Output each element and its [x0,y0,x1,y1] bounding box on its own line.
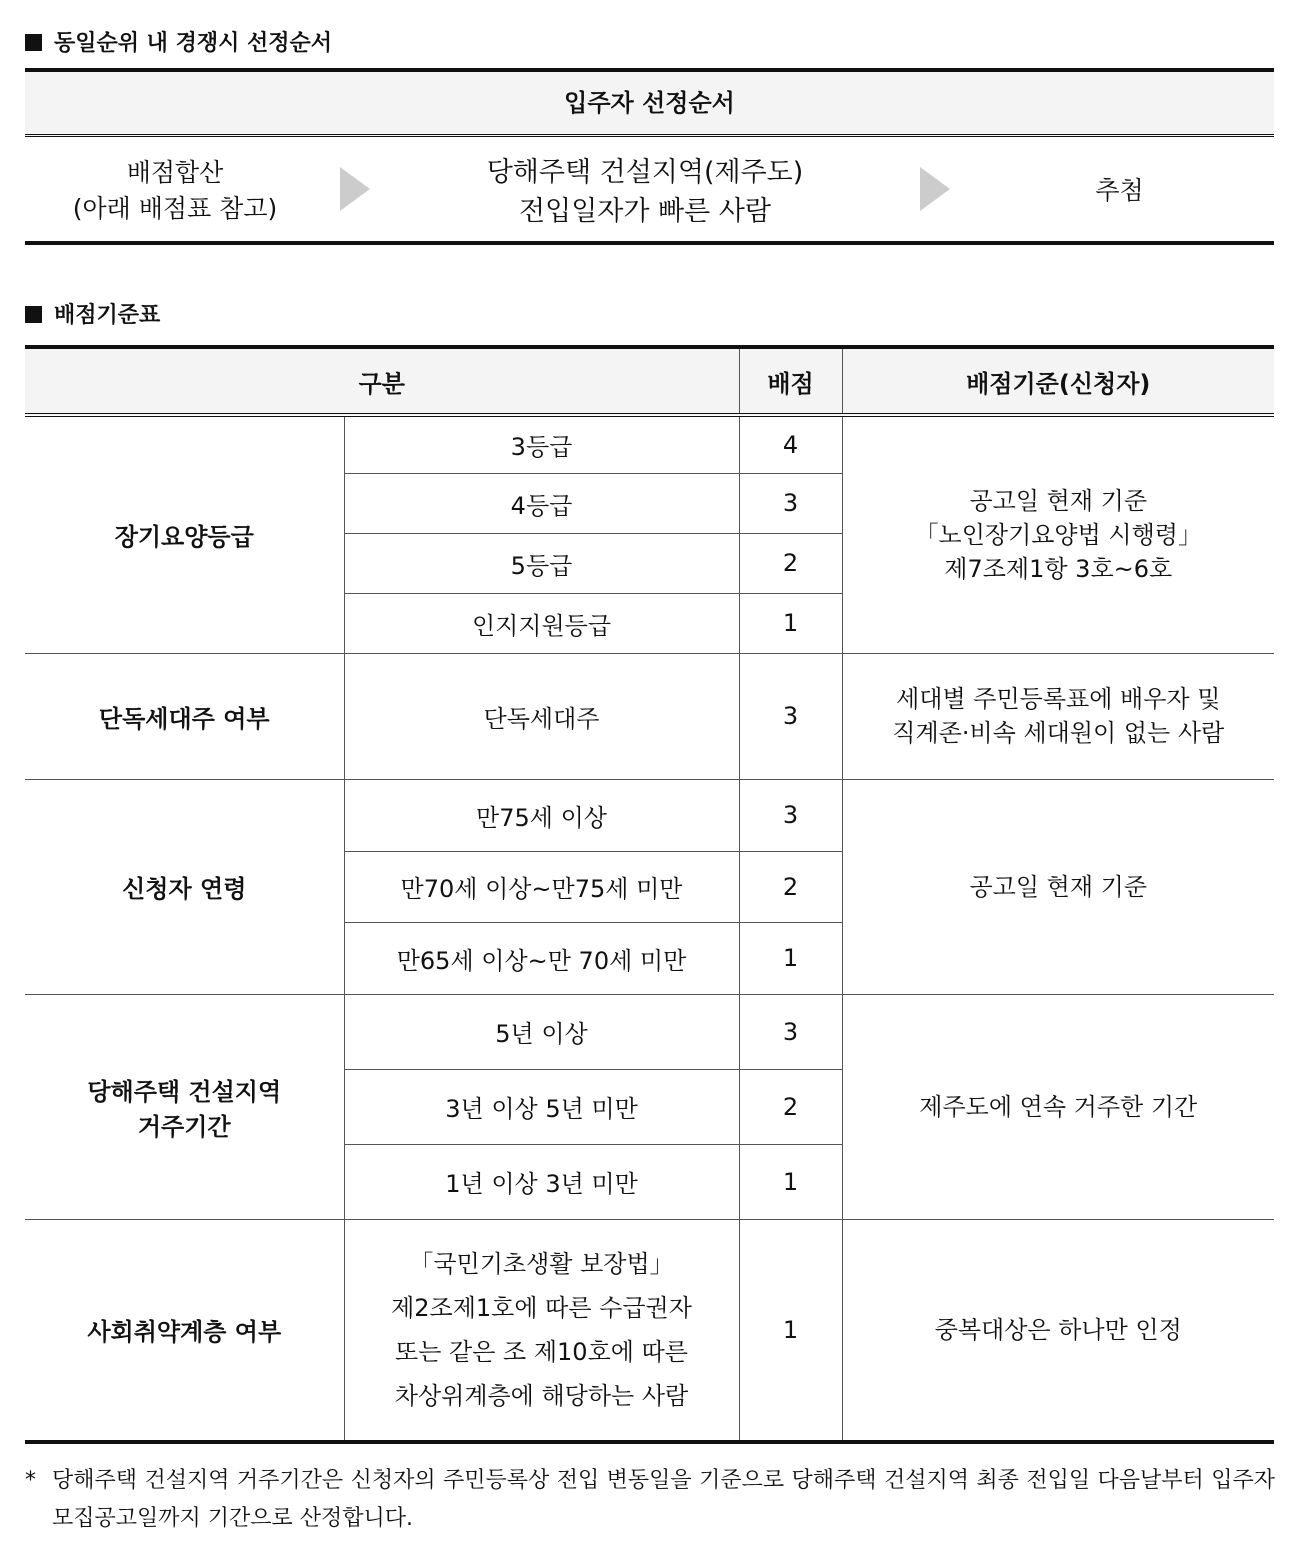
step-1-line1: 배점합산 [126,158,224,187]
item-label: 「국민기초생활 보장법」 제2조제1호에 따른 수급권자 또는 같은 조 제10호에 따른 차상위계층에 해당하는 사람 [344,1219,739,1442]
step-1-line2: (아래 배점표 참고) [72,194,278,223]
square-bullet-icon [25,306,42,323]
score-value: 1 [739,1144,842,1219]
table-row [25,994,1274,1069]
section-title-text: 배점기준표 [54,303,161,328]
step-3: 추첨 [1095,176,1144,205]
step-2-line1: 당해주택 건설지역(제주도) [486,157,804,188]
step-2 [385,150,905,228]
criteria-text: 제주도에 연속 거주한 기간 [842,994,1274,1219]
item-label: 3년 이상 5년 미만 [344,1069,739,1144]
item-label: 만70세 이상~만75세 미만 [344,851,739,922]
step-1 [25,153,325,225]
selection-order-header: 입주자 선정순서 [25,68,1274,137]
criteria-text: 공고일 현재 기준 [842,779,1274,994]
score-value: 4 [739,415,842,473]
header-score: 배점 [739,347,842,415]
footnote [25,1462,1275,1538]
square-bullet-icon [25,34,42,51]
header-category: 구분 [25,347,739,415]
table-row [25,779,1274,851]
table-row [25,1219,1274,1442]
criteria-text: 공고일 현재 기준 「노인장기요양법 시행령」 제7조제1항 3호~6호 [842,415,1274,653]
arrow-right-icon [920,167,950,211]
step-2-line2: 전입일자가 빠른 사람 [519,196,771,227]
score-value: 3 [739,653,842,779]
score-value: 3 [739,994,842,1069]
item-label: 만65세 이상~만 70세 미만 [344,922,739,994]
footnote-mark: * [25,1468,36,1493]
item-label: 1년 이상 3년 미만 [344,1144,739,1219]
category-name: 사회취약계층 여부 [25,1219,344,1442]
table-row [25,415,1274,473]
item-label: 5년 이상 [344,994,739,1069]
arrow-right-icon [340,167,370,211]
category-name: 장기요양등급 [25,415,344,653]
score-value: 2 [739,851,842,922]
item-label: 4등급 [344,473,739,533]
selection-steps [25,137,1274,245]
item-label: 단독세대주 [344,653,739,779]
score-value: 2 [739,533,842,593]
category-name: 단독세대주 여부 [25,653,344,779]
header-criteria: 배점기준(신청자) [842,347,1274,415]
item-label: 3등급 [344,415,739,473]
section-title-score-table [25,298,160,329]
item-label: 만75세 이상 [344,779,739,851]
score-value: 1 [739,922,842,994]
score-value: 3 [739,473,842,533]
category-name: 당해주택 건설지역 거주기간 [25,994,344,1219]
score-value: 1 [739,1219,842,1442]
footnote-text: 당해주택 건설지역 거주기간은 신청자의 주민등록상 전입 변동일을 기준으로 당해주택 건설지역 최종 전입일 다음날부터 입주자 모집공고일까지 기간으로 산정합니다. [52,1468,1275,1531]
item-label: 5등급 [344,533,739,593]
section-title-text: 동일순위 내 경쟁시 선정순서 [54,31,333,56]
section-title-selection-order [25,26,332,57]
score-value: 3 [739,779,842,851]
item-label: 인지지원등급 [344,593,739,653]
score-value: 1 [739,593,842,653]
criteria-text: 중복대상은 하나만 인정 [842,1219,1274,1442]
selection-order-box [25,68,1274,245]
criteria-text: 세대별 주민등록표에 배우자 및 직계존·비속 세대원이 없는 사람 [842,653,1274,779]
category-name: 신청자 연령 [25,779,344,994]
score-value: 2 [739,1069,842,1144]
table-row [25,653,1274,779]
score-table [25,345,1274,1444]
